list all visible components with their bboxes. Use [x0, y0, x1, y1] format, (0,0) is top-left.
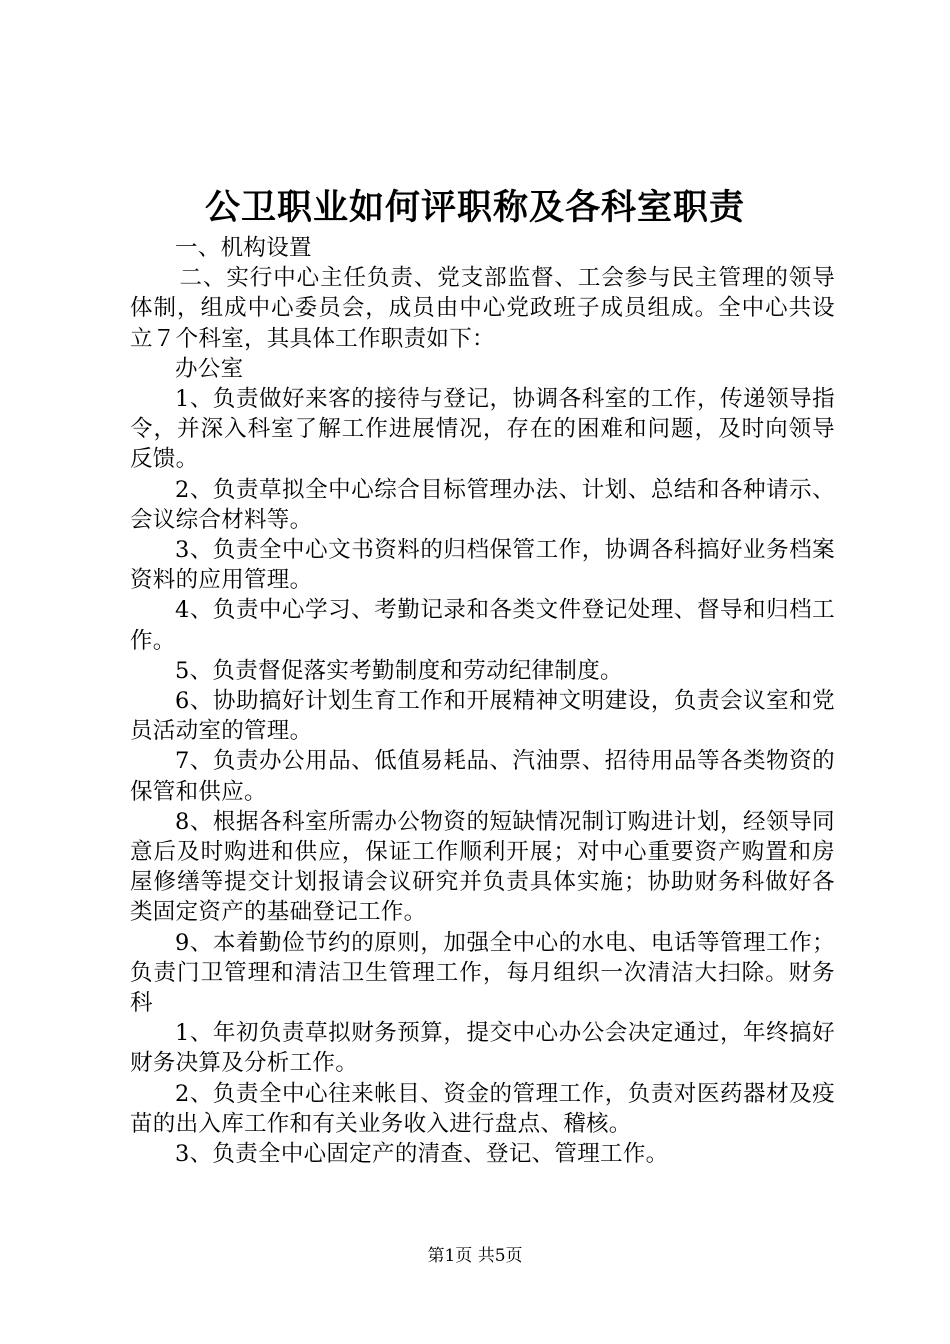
document-title: 公卫职业如何评职称及各科室职责	[204, 187, 745, 228]
document-body	[130, 233, 835, 1169]
list-item: 8、根据各科室所需办公物资的短缺情况制订购进计划，经领导同意后及时购进和供应，保证工作顺利开展；对中心重要资产购置和房屋修缮等提交计划报请会议研究并负责具体实施；协助财务科做好各类固定资产的基础登记工作。	[130, 808, 835, 926]
section-heading: 一、机构设置	[175, 235, 312, 261]
page-footer: 第1页 共5页	[427, 1246, 523, 1266]
list-item: 3、负责全中心固定产的清查、登记、管理工作。	[175, 1141, 669, 1168]
list-item: 3、负责全中心文书资料的归档保管工作，协调各科搞好业务档案资料的应用管理。	[130, 537, 835, 594]
list-item: 4、负责中心学习、考勤记录和各类文件登记处理、督导和归档工作。	[130, 597, 835, 654]
list-item: 6、协助搞好计划生育工作和开展精神文明建设，负责会议室和党员活动室的管理。	[130, 688, 835, 745]
list-item: 1、负责做好来客的接待与登记，协调各科室的工作，传递领导指令，并深入科室了解工作进展情况，存在的困难和问题，及时向领导反馈。	[130, 386, 835, 473]
list-item: 5、负责督促落实考勤制度和劳动纪律制度。	[175, 657, 623, 684]
list-item: 7、负责办公用品、低值易耗品、汽油票、招待用品等各类物资的保管和供应。	[130, 748, 835, 805]
list-item: 1、年初负责草拟财务预算，提交中心办公会决定通过，年终搞好财务决算及分析工作。	[130, 1020, 835, 1077]
paragraph: 二、实行中心主任负责、党支部监督、工会参与民主管理的领导体制，组成中心委员会，成员由中心党政班子成员组成。全中心共设立７个科室，其具体工作职责如下：	[130, 265, 835, 352]
section-heading: 办公室	[175, 355, 244, 382]
list-item: 2、负责全中心往来帐目、资金的管理工作，负责对医药器材及疫苗的出入库工作和有关业务收入进行盘点、稽核。	[130, 1080, 835, 1137]
list-item: 9、本着勤俭节约的原则，加强全中心的水电、电话等管理工作；负责门卫管理和清洁卫生管理工作，每月组织一次清洁大扫除。财务科	[130, 929, 835, 1017]
list-item: 2、负责草拟全中心综合目标管理办法、计划、总结和各种请示、会议综合材料等。	[130, 476, 835, 533]
